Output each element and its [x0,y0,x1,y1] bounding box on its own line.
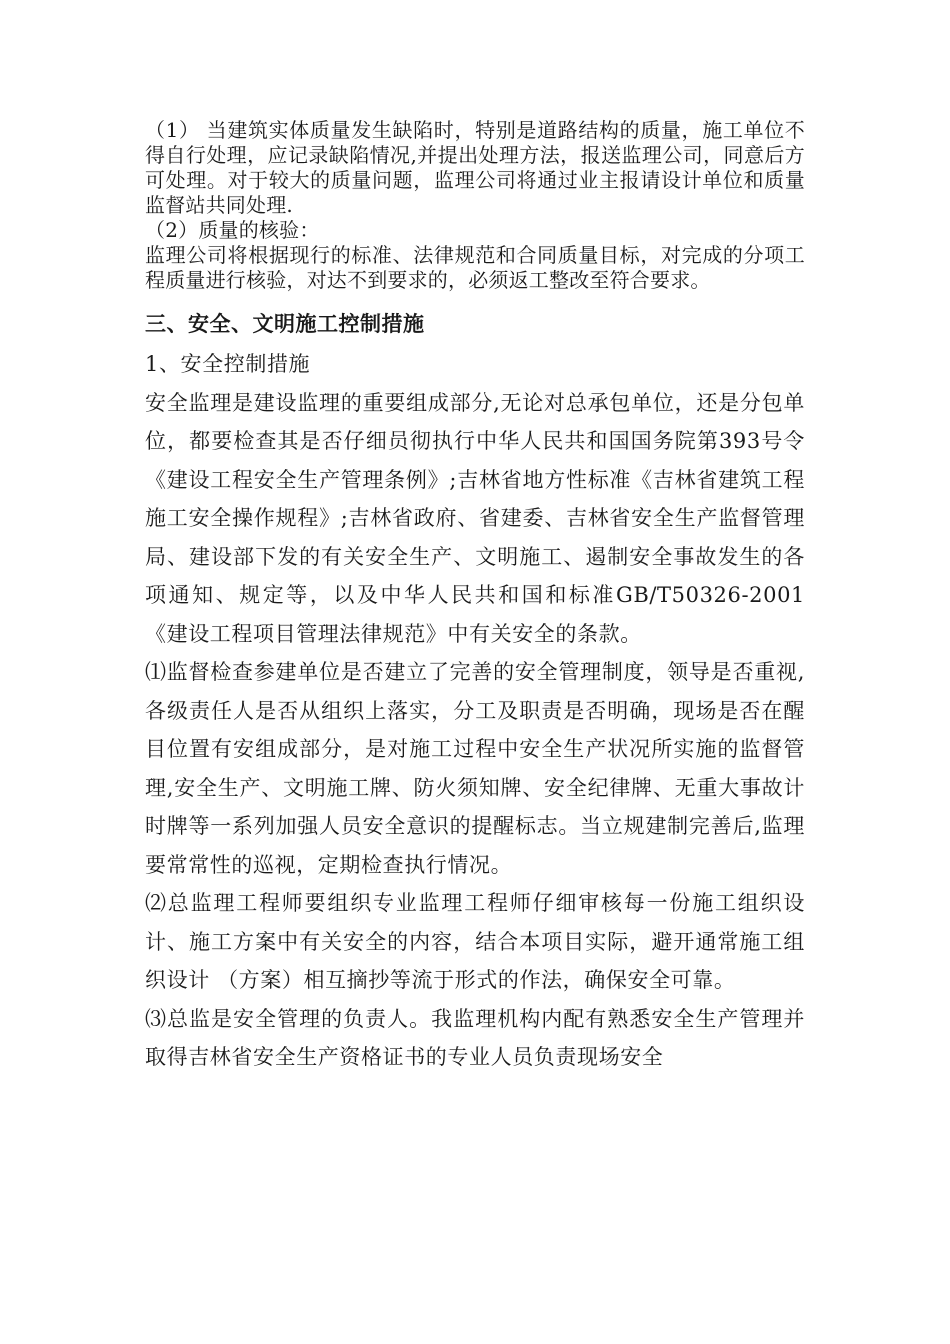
quality-section [145,118,805,293]
safety-item-2: ⑵总监理工程师要组织专业监理工程师仔细审核每一份施工组织设计、施工方案中有关安全的内容，结合本项目实际，避开通常施工组织设计 （方案）相互摘抄等流于形式的作法，确保安全可靠。 [145,891,805,992]
section-heading: 三、安全、文明施工控制措施 [145,312,425,336]
safety-intro-paragraph: 安全监理是建设监理的重要组成部分,无论对总承包单位，还是分包单位，都要检查其是否仔细员彻执行中华人民共和国国务院第393号令 《建设工程安全生产管理条例》;吉林省地方性标准《吉林省建筑工程施工安全操作规程》;吉林省政府、省建委、吉林省安全生产监督管理局、建设部下发的有关安全生产、文明施工、遏制安全事故发生的各项通知、规定等，以及中华人民共和国和标准GB/T50326-2001《建设工程项目管理法律规范》中有关安全的条款。 [145,390,805,646]
safety-item-1: ⑴监督检查参建单位是否建立了完善的安全管理制度，领导是否重视,各级责任人是否从组织上落实，分工及职责是否明确，现场是否在醒目位置有安组成部分，是对施工过程中安全生产状况所实施的监督管理,安全生产、文明施工牌、防火须知牌、安全纪律牌、无重大事故计时牌等一系列加强人员安全意识的提醒标志。当立规建制完善后,监理要常常性的巡视，定期检查执行情况。 [145,660,805,877]
quality-paragraph-2-title: （2）质量的核验： [145,218,320,242]
subheading-safety-control: 1、安全控制措施 [145,352,311,376]
quality-paragraph-1: （1） 当建筑实体质量发生缺陷时，特别是道路结构的质量，施工单位不得自行处理，应记录缺陷情况,并提出处理方法，报送监理公司，同意后方可处理。对于较大的质量问题，监理公司将通过业主报请设计单位和质量监督站共同处理. [145,118,805,217]
quality-paragraph-2: 监理公司将根据现行的标准、法律规范和合同质量目标，对完成的分项工程质量进行核验，对达不到要求的，必须返工整改至符合要求。 [145,243,805,292]
safety-section [145,345,805,1077]
document-page [145,118,805,1077]
safety-item-3: ⑶总监是安全管理的负责人。我监理机构内配有熟悉安全生产管理并取得吉林省安全生产资格证书的专业人员负责现场安全 [145,1006,805,1069]
